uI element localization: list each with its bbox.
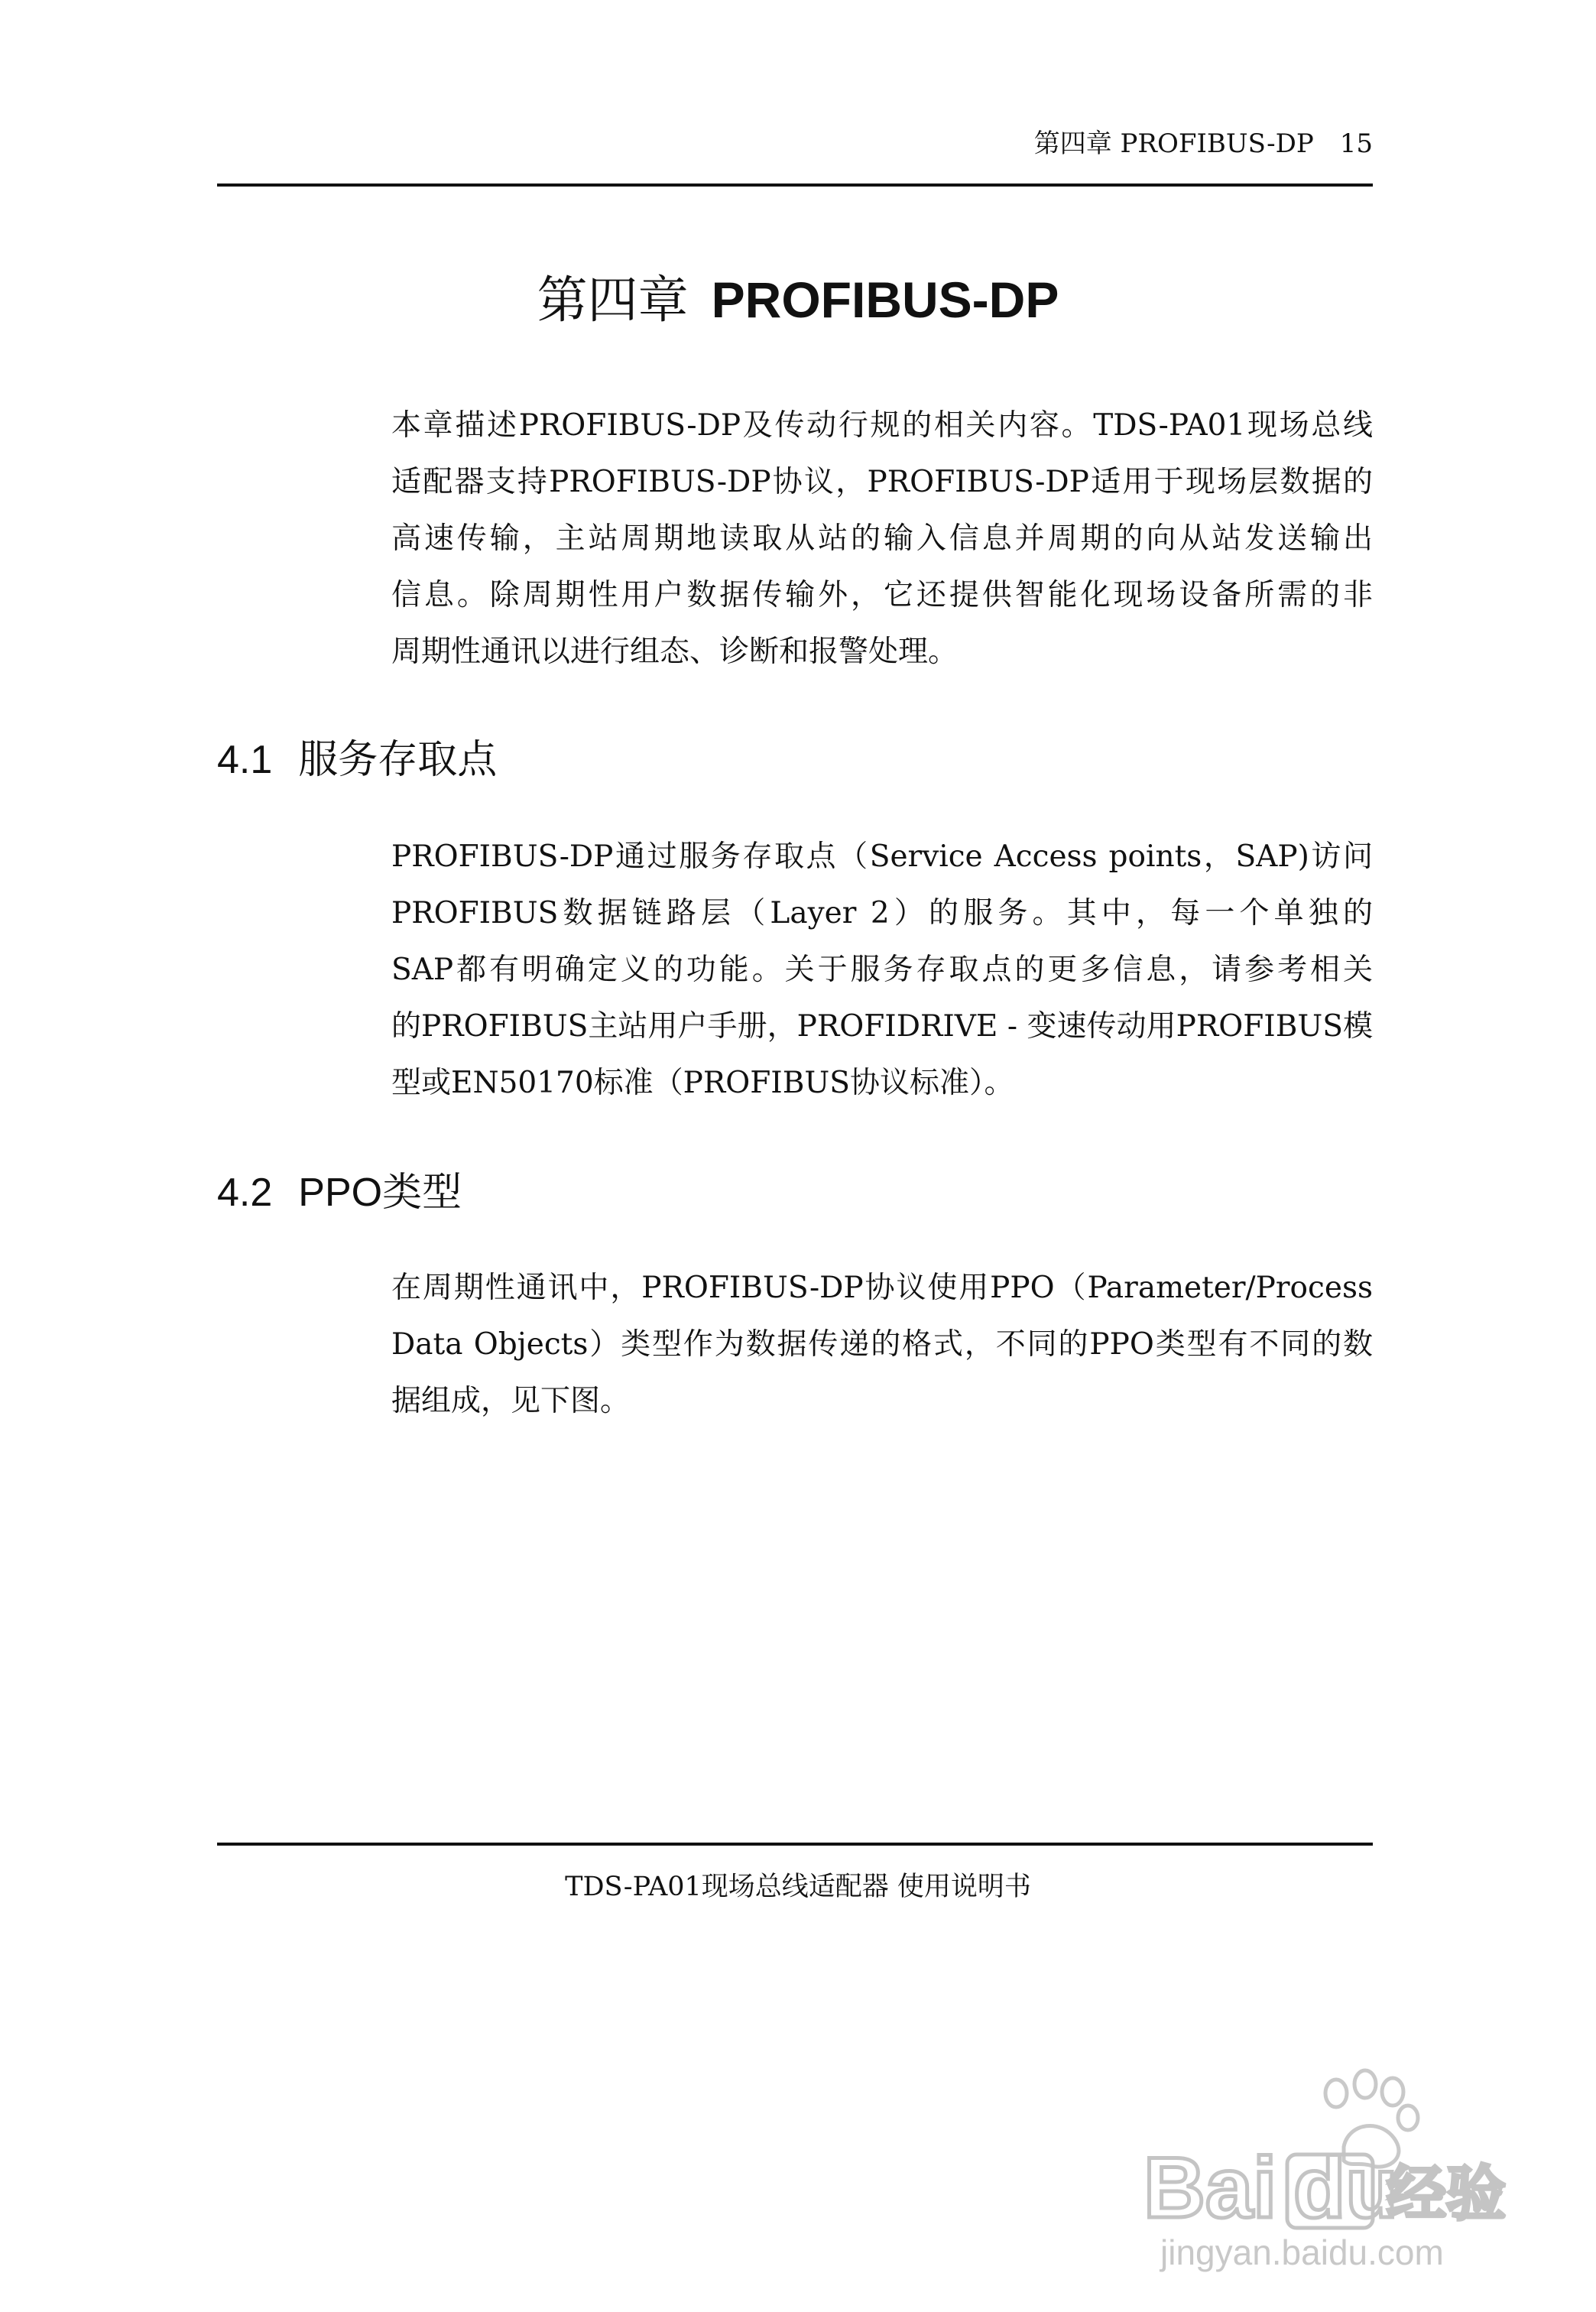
paragraph-line: PROFIBUS数据链路层（Layer 2）的服务。其中，每一个单独的	[391, 896, 1373, 930]
section-number: 4.1	[217, 738, 273, 782]
running-header	[1034, 128, 1373, 159]
paragraph-line: 在周期性通讯中，PROFIBUS-DP协议使用PPO（Parameter/Process	[391, 1271, 1373, 1305]
intro-paragraph	[391, 398, 1373, 680]
running-header-chapter: 第四章 PROFIBUS-DP	[1033, 128, 1314, 159]
paragraph-line: 据组成，见下图。	[391, 1384, 631, 1418]
paragraph-line: Data Objects）类型作为数据传递的格式，不同的PPO类型有不同的数	[391, 1327, 1373, 1362]
footer-title: TDS-PA01现场总线适配器 使用说明书	[565, 1872, 1031, 1902]
section-number: 4.2	[217, 1171, 273, 1215]
svg-text:Bai: Bai	[1143, 2140, 1277, 2236]
section-heading-4-1	[217, 735, 497, 784]
paragraph-line: 高速传输，主站周期地读取从站的输入信息并周期的向从站发送输出	[391, 521, 1373, 556]
page-number: 15	[1339, 128, 1373, 159]
paragraph-line: 的PROFIBUS主站用户手册，PROFIDRIVE - 变速传动用PROFIBUS模	[391, 1009, 1373, 1044]
chapter-title	[0, 269, 1596, 331]
paragraph-line: 型或EN50170标准（PROFIBUS协议标准）。	[391, 1066, 1014, 1100]
paragraph-line: 信息。除周期性用户数据传输外，它还提供智能化现场设备所需的非	[391, 578, 1373, 612]
paragraph-line: PROFIBUS-DP通过服务存取点（Service Access points，SAP)访问	[391, 839, 1373, 874]
section-4-2-paragraph	[391, 1260, 1373, 1430]
watermark-url: jingyan.baidu.com	[1160, 2232, 1444, 2272]
paragraph-line: 周期性通讯以进行组态、诊断和报警处理。	[391, 635, 959, 669]
chapter-title-en: PROFIBUS-DP	[711, 271, 1059, 328]
paragraph-line: 本章描述PROFIBUS-DP及传动行规的相关内容。TDS-PA01现场总线	[391, 408, 1373, 443]
section-title: 服务存取点	[298, 738, 498, 782]
paragraph-line: 适配器支持PROFIBUS-DP协议，PROFIBUS-DP适用于现场层数据的	[391, 465, 1373, 499]
header-rule	[217, 183, 1373, 187]
chapter-title-cn: 第四章	[537, 271, 689, 330]
section-title: PPO类型	[298, 1171, 462, 1215]
footer-rule	[217, 1843, 1373, 1846]
svg-text:du: du	[1293, 2140, 1398, 2236]
section-heading-4-2	[217, 1168, 462, 1217]
paragraph-line: SAP都有明确定义的功能。关于服务存取点的更多信息，请参考相关	[391, 953, 1373, 987]
jingyan-logo-text: 经验	[1387, 2160, 1507, 2229]
baidu-jingyan-watermark	[1143, 2064, 1526, 2278]
section-4-1-paragraph	[391, 829, 1373, 1112]
